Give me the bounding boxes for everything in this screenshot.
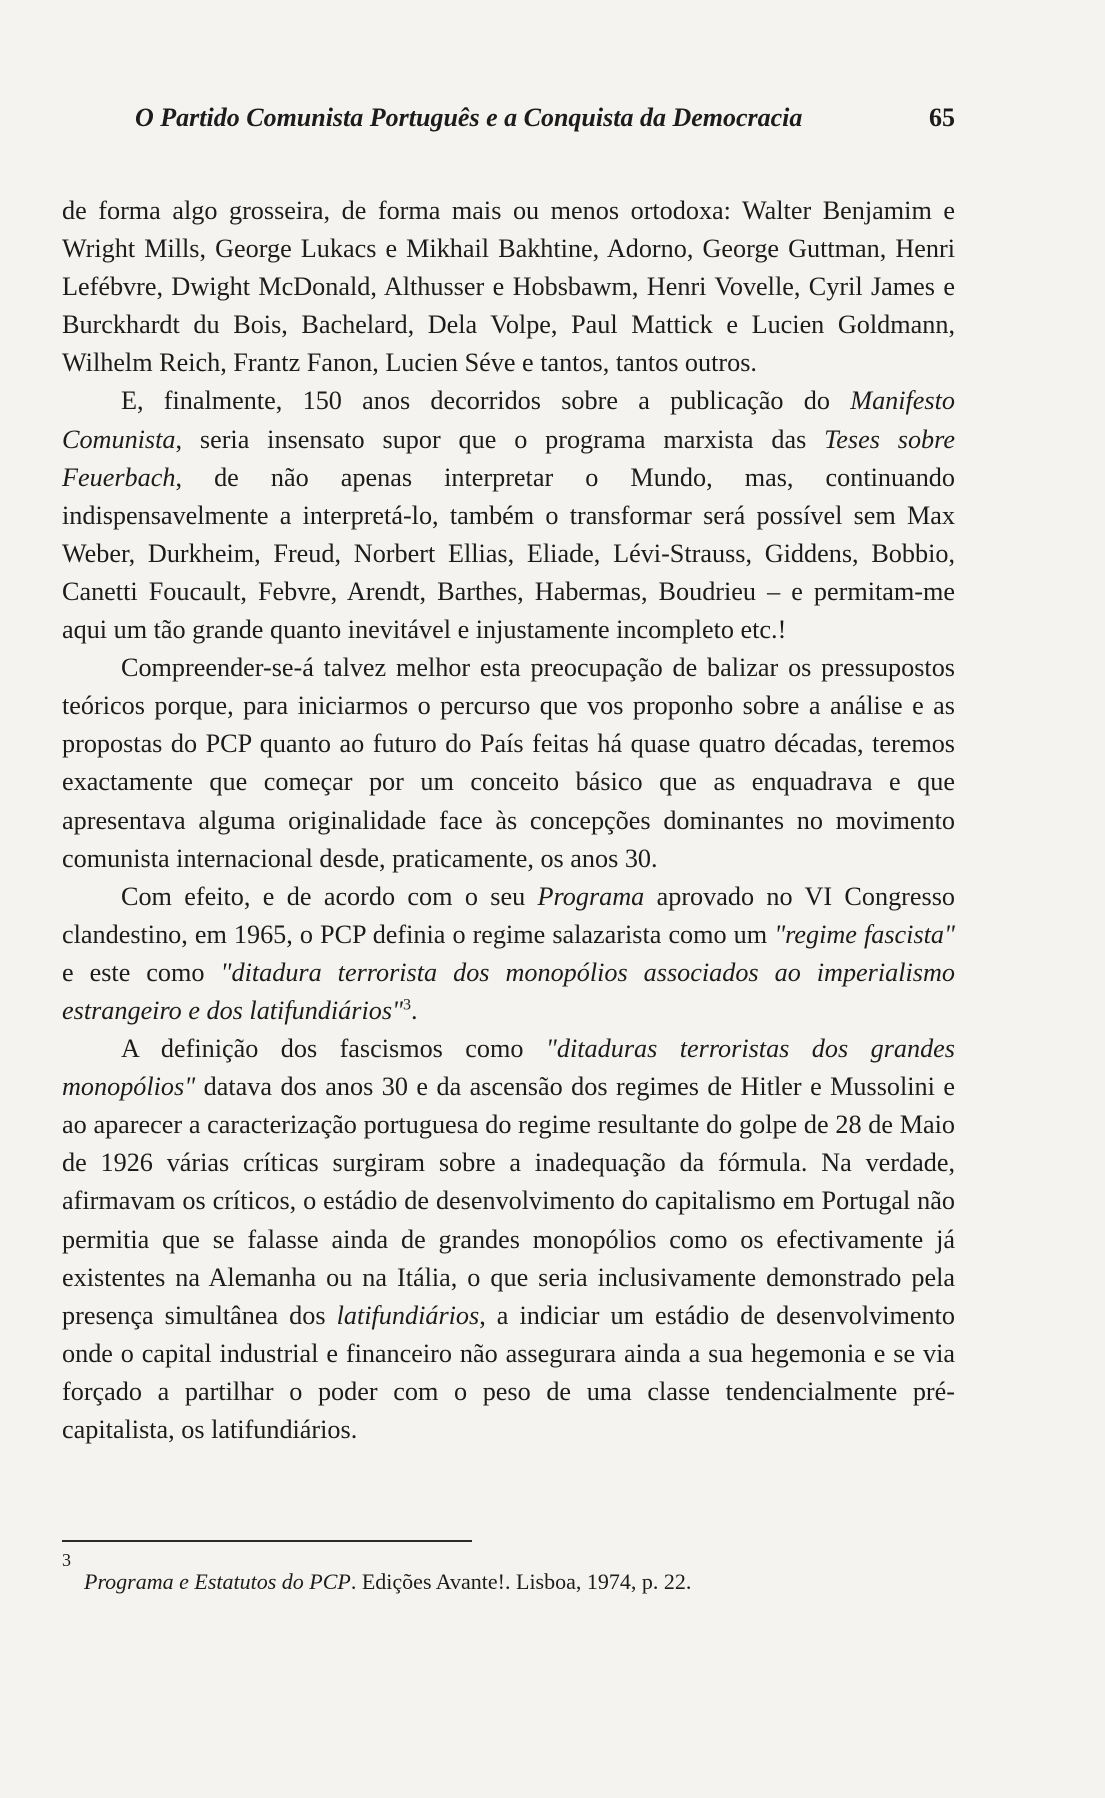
footnote-divider: [62, 1540, 472, 1542]
footnote-citation: . Edições Avante!. Lisboa, 1974, p. 22.: [350, 1569, 692, 1594]
main-text: [62, 192, 955, 1449]
text-run: datava dos anos 30 e da ascensão dos regimes de Hitler e Mussolini e ao aparecer a caracterização portuguesa do regime resultante do golpe de 28 de Maio de 1926 várias críticas surgiram sobre a inadequação da fórmula. Na verdade, afirmavam os críticos, o estádio de desenvolvimento do capitalismo em Portugal não permitia que se falasse ainda de grandes monopólios como os efectivamente já existentes na Alemanha ou na Itália, o que seria inclusivamente demonstrado pela presença simultânea dos: [62, 1072, 955, 1330]
paragraph-1: de forma algo grosseira, de forma mais ou menos ortodoxa: Walter Benjamim e Wright Mills, George Lukacs e Mikhail Bakhtine, Adorno, George Guttman, Henri Lefébvre, Dwight McDonald, Althusser e Hobsbawm, Henri Vovelle, Cyril James e Burckhardt du Bois, Bachelard, Dela Volpe, Paul Mattick e Lucien Goldmann, Wilhelm Reich, Frantz Fanon, Lucien Séve e tantos, tantos outros.: [62, 196, 955, 378]
text-run: E, finalmente, 150 anos decorridos sobre a publicação do: [121, 386, 851, 416]
paragraph-5: [62, 1030, 955, 1449]
footnote-title: Programa e Estatutos do PCP: [84, 1569, 351, 1594]
running-header: [135, 103, 955, 133]
paragraph-4: [62, 878, 955, 1030]
text-run: , de não apenas interpretar o Mundo, mas, continuando indispensavelmente a interpretá-lo, também o transformar será possível sem Max Weber, Durkheim, Freud, Norbert Ellias, Eliade, Lévi-Strauss, Giddens, Bobbio, Canetti Foucault, Febvre, Arendt, Barthes, Habermas, Boudrieu – e permitam-me aqui um tão grande quanto inevitável e injustamente incompleto etc.!: [62, 462, 955, 645]
quote-regime-fascista: "regime fascista": [774, 919, 955, 949]
quote-ditadura-terrorista: "ditadura terrorista dos monopólios associados ao imperialismo estrangeiro e dos latifundiários": [62, 957, 955, 1025]
quote-ditaduras-terroristas: "ditaduras terroristas dos grandes monopólios": [62, 1034, 955, 1102]
paragraph-2: [62, 382, 955, 649]
term-latifundiarios: latifundiários: [336, 1300, 480, 1330]
text-run: e este como: [62, 957, 221, 987]
text-run: .: [411, 995, 418, 1025]
text-run: A definição dos fascismos como: [121, 1034, 546, 1064]
text-run: aprovado no VI Congresso clandestino, em 1965, o PCP definia o regime salazarista como um: [62, 881, 955, 949]
running-title: O Partido Comunista Português e a Conquista da Democracia: [135, 103, 803, 132]
text-run: Com efeito, e de acordo com o seu: [121, 881, 538, 911]
text-run: , a indiciar um estádio de desenvolvimento onde o capital industrial e financeiro não assegurara ainda a sua hegemonia e se via forçado a partilhar o poder com o peso de uma classe tendencialmente pré-capitalista, os latifundiários.: [62, 1300, 955, 1444]
footnote-number: 3: [62, 1550, 71, 1570]
title-manifesto: Manifesto Comunista: [62, 386, 955, 454]
text-run: , seria insensato supor que o programa marxista das: [175, 424, 825, 454]
title-programa: Programa: [537, 881, 645, 911]
page-number: 65: [929, 103, 955, 132]
footnote-text: [84, 1567, 691, 1597]
paragraph-3: Compreender-se-á talvez melhor esta preocupação de balizar os pressupostos teóricos porque, para iniciarmos o percurso que vos proponho sobre a análise e as propostas do PCP quanto ao futuro do País feitas há quase quatro décadas, teremos exactamente que começar por um conceito básico que as enquadrava e que apresentava alguma originalidade face às concepções dominantes no movimento comunista internacional desde, praticamente, os anos 30.: [62, 653, 955, 873]
title-teses-feuerbach: Teses sobre Feuerbach: [62, 424, 955, 492]
footnote-marker[interactable]: 3: [403, 996, 412, 1014]
